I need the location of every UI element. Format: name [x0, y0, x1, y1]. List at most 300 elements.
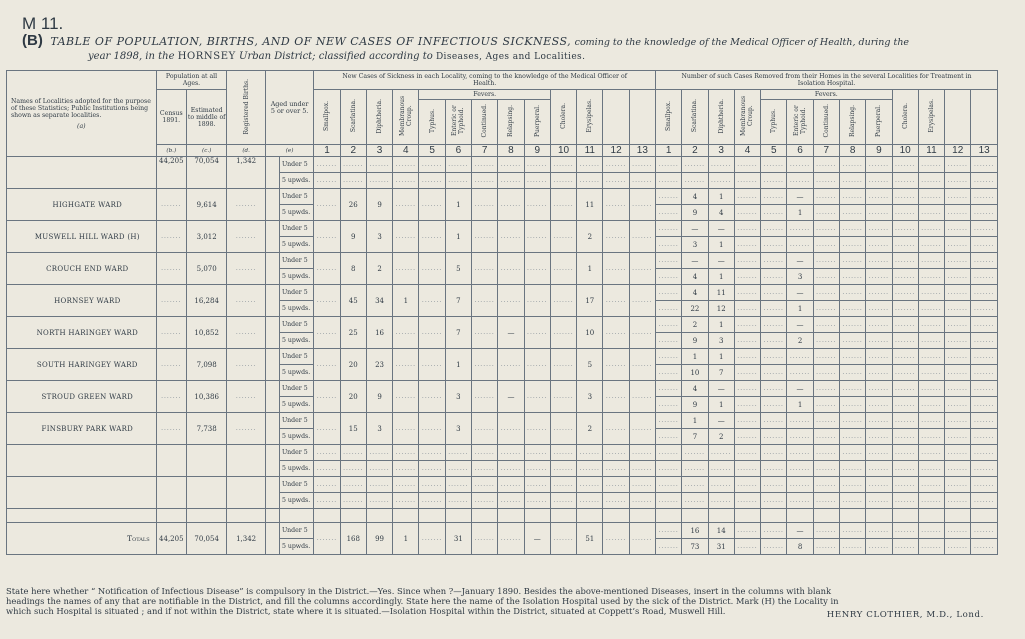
- count-cell: .......: [550, 493, 576, 509]
- count-cell: 2: [682, 317, 708, 333]
- new-case-cell: .......: [393, 413, 419, 445]
- count-cell: .......: [813, 269, 839, 285]
- count-cell: .......: [945, 477, 971, 493]
- count-cell: .......: [813, 413, 839, 429]
- rem-disease-label-4: Membranous Croup.: [740, 95, 755, 137]
- count-cell: .......: [918, 285, 944, 301]
- count-cell: .......: [813, 477, 839, 493]
- age-under-label: Under 5: [279, 253, 313, 269]
- rem-header-disease-8: [839, 100, 865, 145]
- count-cell: .......: [498, 461, 524, 477]
- new-case-cell: 1: [445, 189, 471, 221]
- count-cell: .......: [839, 429, 865, 445]
- count-cell: .......: [945, 317, 971, 333]
- rem-disease-label-1: Smallpox.: [665, 101, 673, 131]
- total-new-cell: 99: [366, 523, 392, 555]
- count-cell: .......: [918, 205, 944, 221]
- count-cell: .......: [682, 445, 708, 461]
- new-case-cell: 34: [366, 285, 392, 317]
- new-case-cell: .......: [314, 317, 340, 349]
- new-case-cell: .......: [629, 413, 655, 445]
- ward-row: [7, 349, 998, 365]
- blank-locality: [7, 445, 157, 477]
- new-case-cell: 1: [445, 221, 471, 253]
- count-cell: .......: [918, 477, 944, 493]
- footer-notes: [6, 586, 1016, 620]
- count-cell: .......: [945, 333, 971, 349]
- count-cell: .......: [761, 269, 787, 285]
- brace: [265, 189, 279, 221]
- brace: [265, 317, 279, 349]
- count-cell: .......: [550, 157, 576, 173]
- count-cell: .......: [813, 253, 839, 269]
- new-column-number: 8: [498, 145, 524, 157]
- count-cell: .......: [366, 461, 392, 477]
- census-cell: .......: [156, 189, 186, 221]
- count-cell: .......: [787, 493, 813, 509]
- new-column-number: 9: [524, 145, 550, 157]
- count-cell: .......: [445, 461, 471, 477]
- count-cell: —: [682, 221, 708, 237]
- count-cell: .......: [734, 523, 760, 539]
- count-cell: 12: [708, 301, 734, 317]
- new-case-cell: 1: [577, 253, 603, 285]
- count-cell: .......: [892, 523, 918, 539]
- count-cell: 7: [682, 429, 708, 445]
- count-cell: 1: [708, 397, 734, 413]
- count-cell: 1: [682, 349, 708, 365]
- count-cell: .......: [866, 477, 892, 493]
- count-cell: 9: [682, 333, 708, 349]
- count-cell: 1: [708, 349, 734, 365]
- count-cell: .......: [971, 301, 998, 317]
- rem-column-number: 6: [787, 145, 813, 157]
- count-cell: .......: [813, 237, 839, 253]
- age-under-label: Under 5: [279, 157, 313, 173]
- total-new-cell: 31: [445, 523, 471, 555]
- count-cell: .......: [656, 333, 682, 349]
- count-cell: .......: [813, 189, 839, 205]
- count-cell: .......: [918, 189, 944, 205]
- rem-header-disease-9: [866, 100, 892, 145]
- census-cell: .......: [156, 349, 186, 381]
- rem-header-fevers: Fevers.: [761, 90, 892, 100]
- count-cell: .......: [813, 523, 839, 539]
- count-cell: .......: [761, 253, 787, 269]
- count-cell: .......: [787, 461, 813, 477]
- new-case-cell: 9: [366, 381, 392, 413]
- new-case-cell: 10: [577, 317, 603, 349]
- new-disease-label-5: Typhus.: [428, 109, 436, 133]
- count-cell: —: [787, 381, 813, 397]
- rem-disease-label-2: Scarlatina.: [691, 99, 699, 133]
- ward-name: SOUTH HARINGEY WARD: [7, 349, 157, 381]
- count-cell: .......: [813, 381, 839, 397]
- new-header-disease-10: [550, 90, 576, 145]
- new-disease-label-6: Enteric or Typhoid.: [451, 105, 466, 137]
- new-case-cell: .......: [524, 381, 550, 413]
- spacer-cell: [577, 509, 603, 523]
- new-case-cell: .......: [629, 189, 655, 221]
- count-cell: .......: [971, 205, 998, 221]
- count-cell: .......: [971, 333, 998, 349]
- count-cell: .......: [761, 413, 787, 429]
- count-cell: .......: [971, 539, 998, 555]
- new-case-cell: .......: [629, 349, 655, 381]
- count-cell: .......: [945, 349, 971, 365]
- count-cell: .......: [866, 301, 892, 317]
- count-cell: .......: [366, 173, 392, 189]
- rem-header-disease-7: [813, 100, 839, 145]
- count-cell: 4: [682, 381, 708, 397]
- count-cell: .......: [839, 301, 865, 317]
- new-disease-label-10: Cholera.: [560, 103, 568, 129]
- spacer-cell: [472, 509, 498, 523]
- estimated-population: 3,012: [186, 221, 226, 253]
- spacer-cell: [186, 509, 226, 523]
- count-cell: .......: [761, 221, 787, 237]
- count-cell: 2: [708, 429, 734, 445]
- header-localities: Names of Localities adopted for the purpose of these Statistics; Public Institutions being shown as separate localities. (a): [7, 71, 157, 157]
- new-case-cell: .......: [524, 285, 550, 317]
- spacer-cell: [813, 509, 839, 523]
- new-header-disease-2: [340, 90, 366, 145]
- new-column-number: 5: [419, 145, 445, 157]
- count-cell: .......: [656, 189, 682, 205]
- count-cell: .......: [813, 539, 839, 555]
- count-cell: .......: [866, 173, 892, 189]
- estimated-population: 9,614: [186, 189, 226, 221]
- new-case-cell: .......: [550, 253, 576, 285]
- footer-line-3: which such Hospital is situated ; and if not within the District, state where it is situated.—Isolation Hospital within the District, situated at Coppett’s Road, Muswell Hill.: [6, 606, 726, 616]
- count-cell: .......: [892, 285, 918, 301]
- count-cell: 10: [682, 365, 708, 381]
- count-cell: .......: [892, 365, 918, 381]
- count-cell: .......: [892, 269, 918, 285]
- officer-signature: HENRY CLOTHIER, M.D., Lond.: [826, 610, 984, 620]
- count-cell: .......: [839, 523, 865, 539]
- rem-header-disease-3: [708, 90, 734, 145]
- count-cell: .......: [866, 539, 892, 555]
- count-cell: .......: [498, 493, 524, 509]
- rem-column-number: 12: [945, 145, 971, 157]
- new-case-cell: .......: [603, 413, 629, 445]
- count-cell: .......: [656, 477, 682, 493]
- count-cell: .......: [472, 445, 498, 461]
- census-cell: .......: [156, 413, 186, 445]
- new-disease-label-11: Erysipelas.: [586, 99, 594, 133]
- count-cell: .......: [839, 237, 865, 253]
- count-cell: .......: [734, 461, 760, 477]
- count-cell: .......: [603, 493, 629, 509]
- new-case-cell: 17: [577, 285, 603, 317]
- new-case-cell: .......: [603, 221, 629, 253]
- count-cell: .......: [734, 173, 760, 189]
- count-cell: .......: [419, 445, 445, 461]
- spacer-cell: [656, 509, 682, 523]
- count-cell: .......: [971, 189, 998, 205]
- new-case-cell: 7: [445, 285, 471, 317]
- new-case-cell: .......: [629, 221, 655, 253]
- spacer-cell: [340, 509, 366, 523]
- count-cell: 1: [787, 301, 813, 317]
- spacer-cell: [7, 509, 157, 523]
- count-cell: .......: [839, 493, 865, 509]
- age-under-label: Under 5: [279, 381, 313, 397]
- count-cell: .......: [682, 461, 708, 477]
- count-cell: .......: [813, 461, 839, 477]
- count-cell: .......: [945, 221, 971, 237]
- header-births-label: Registered Births.: [242, 78, 250, 135]
- count-cell: .......: [366, 445, 392, 461]
- count-cell: .......: [892, 253, 918, 269]
- count-cell: .......: [787, 477, 813, 493]
- total-new-cell: 1: [393, 523, 419, 555]
- new-column-number: 2: [340, 145, 366, 157]
- count-cell: .......: [866, 365, 892, 381]
- count-cell: .......: [656, 523, 682, 539]
- count-cell: .......: [734, 365, 760, 381]
- count-cell: .......: [761, 237, 787, 253]
- count-cell: .......: [892, 413, 918, 429]
- new-disease-label-8: Relapsing.: [507, 104, 515, 137]
- count-cell: .......: [577, 493, 603, 509]
- count-cell: .......: [734, 381, 760, 397]
- new-header-disease-3: [366, 90, 392, 145]
- age-over-label: 5 upwds.: [279, 205, 313, 221]
- spacer-cell: [550, 509, 576, 523]
- age-over-label: 5 upwds.: [279, 269, 313, 285]
- count-cell: .......: [918, 237, 944, 253]
- blank-cell: [186, 477, 226, 509]
- new-case-cell: 2: [366, 253, 392, 285]
- count-cell: .......: [866, 237, 892, 253]
- total-new-cell: .......: [472, 523, 498, 555]
- count-cell: .......: [839, 413, 865, 429]
- count-cell: .......: [787, 429, 813, 445]
- count-cell: .......: [892, 317, 918, 333]
- new-case-cell: .......: [629, 253, 655, 285]
- count-cell: .......: [813, 317, 839, 333]
- new-case-cell: .......: [550, 413, 576, 445]
- age-under-label: Under 5: [279, 221, 313, 237]
- count-cell: .......: [918, 301, 944, 317]
- new-case-cell: .......: [314, 253, 340, 285]
- new-case-cell: .......: [629, 285, 655, 317]
- new-column-number: 11: [577, 145, 603, 157]
- count-cell: 22: [682, 301, 708, 317]
- count-cell: .......: [761, 381, 787, 397]
- count-cell: .......: [839, 269, 865, 285]
- count-cell: .......: [866, 445, 892, 461]
- count-cell: .......: [550, 445, 576, 461]
- spacer-cell: [787, 509, 813, 523]
- new-disease-label-7: Continued.: [481, 104, 489, 138]
- blank-cell: [227, 445, 265, 477]
- count-cell: .......: [734, 477, 760, 493]
- count-cell: .......: [945, 523, 971, 539]
- births-cell: .......: [227, 413, 265, 445]
- count-cell: .......: [629, 493, 655, 509]
- new-case-cell: .......: [419, 317, 445, 349]
- count-cell: .......: [445, 173, 471, 189]
- totals-row: [7, 523, 998, 539]
- count-cell: .......: [839, 539, 865, 555]
- new-case-cell: .......: [603, 189, 629, 221]
- brace: [265, 221, 279, 253]
- count-cell: .......: [892, 493, 918, 509]
- new-case-cell: .......: [603, 381, 629, 413]
- count-cell: .......: [892, 477, 918, 493]
- count-cell: 3: [708, 333, 734, 349]
- count-cell: .......: [734, 493, 760, 509]
- age-over-label: 5 upwds.: [279, 173, 313, 189]
- new-case-cell: 3: [445, 381, 471, 413]
- count-cell: 7: [708, 365, 734, 381]
- new-disease-label-4: Membranous Croup.: [398, 95, 413, 137]
- new-case-cell: .......: [314, 221, 340, 253]
- rem-column-number: 5: [761, 145, 787, 157]
- rem-disease-label-5: Typhus.: [770, 109, 778, 133]
- census-total-top: 44,205: [156, 157, 186, 189]
- count-cell: .......: [892, 189, 918, 205]
- new-case-cell: .......: [419, 221, 445, 253]
- count-cell: .......: [550, 477, 576, 493]
- rem-column-number: 9: [866, 145, 892, 157]
- count-cell: —: [682, 253, 708, 269]
- count-cell: .......: [918, 445, 944, 461]
- count-cell: .......: [892, 173, 918, 189]
- count-cell: 16: [682, 523, 708, 539]
- age-over-label: 5 upwds.: [279, 365, 313, 381]
- estimated-population: 10,852: [186, 317, 226, 349]
- count-cell: .......: [866, 189, 892, 205]
- count-cell: .......: [472, 173, 498, 189]
- table-subtitle: [88, 51, 585, 62]
- count-cell: .......: [892, 381, 918, 397]
- header-aged: Aged under 5 or over 5.: [265, 71, 314, 145]
- count-cell: .......: [918, 253, 944, 269]
- count-cell: .......: [761, 173, 787, 189]
- new-case-cell: 45: [340, 285, 366, 317]
- rem-disease-label-10: Cholera.: [901, 103, 909, 129]
- spacer-cell: [629, 509, 655, 523]
- spacer-cell: [445, 509, 471, 523]
- count-cell: .......: [761, 349, 787, 365]
- births-cell: .......: [227, 349, 265, 381]
- count-cell: .......: [524, 493, 550, 509]
- count-cell: .......: [813, 445, 839, 461]
- count-cell: .......: [550, 173, 576, 189]
- count-cell: .......: [761, 429, 787, 445]
- count-cell: .......: [656, 157, 682, 173]
- brace: [265, 523, 279, 555]
- count-cell: .......: [839, 445, 865, 461]
- count-cell: .......: [708, 445, 734, 461]
- estimated-population: 5,070: [186, 253, 226, 285]
- count-cell: .......: [945, 301, 971, 317]
- count-cell: .......: [708, 493, 734, 509]
- count-cell: .......: [734, 157, 760, 173]
- count-cell: —: [787, 189, 813, 205]
- count-cell: .......: [761, 523, 787, 539]
- count-cell: .......: [656, 397, 682, 413]
- count-cell: .......: [524, 157, 550, 173]
- brace: [265, 413, 279, 445]
- spacer-cell: [603, 509, 629, 523]
- count-cell: .......: [761, 365, 787, 381]
- count-cell: —: [787, 285, 813, 301]
- count-cell: .......: [918, 539, 944, 555]
- count-cell: .......: [813, 429, 839, 445]
- new-case-cell: .......: [393, 189, 419, 221]
- count-cell: .......: [734, 539, 760, 555]
- brace: [265, 285, 279, 317]
- new-header-disease-9: [524, 100, 550, 145]
- count-cell: .......: [971, 477, 998, 493]
- count-cell: .......: [866, 157, 892, 173]
- count-cell: .......: [971, 381, 998, 397]
- rem-disease-label-7: Continued.: [822, 104, 830, 138]
- count-cell: .......: [656, 539, 682, 555]
- count-cell: .......: [708, 173, 734, 189]
- count-cell: .......: [656, 285, 682, 301]
- new-case-cell: .......: [498, 253, 524, 285]
- count-cell: .......: [340, 445, 366, 461]
- ward-row: [7, 413, 998, 429]
- new-header-disease-8: [498, 100, 524, 145]
- new-header-disease-13: [629, 90, 655, 145]
- title-main: TABLE OF POPULATION, BIRTHS, AND OF NEW CASES OF INFECTIOUS SICKNESS,: [50, 35, 572, 48]
- count-cell: .......: [892, 461, 918, 477]
- count-cell: .......: [682, 173, 708, 189]
- title-tail: coming to the knowledge of the Medical Officer of Health, during the: [574, 37, 910, 48]
- spacer-cell: [156, 509, 186, 523]
- count-cell: .......: [734, 205, 760, 221]
- new-case-cell: .......: [603, 253, 629, 285]
- count-cell: .......: [761, 397, 787, 413]
- count-cell: .......: [314, 173, 340, 189]
- rem-header-disease-6: [787, 100, 813, 145]
- count-cell: .......: [656, 381, 682, 397]
- new-case-cell: .......: [314, 381, 340, 413]
- count-cell: .......: [945, 269, 971, 285]
- spacer-cell: [366, 509, 392, 523]
- count-cell: .......: [945, 189, 971, 205]
- ward-name: MUSWELL HILL WARD (H): [7, 221, 157, 253]
- count-cell: .......: [892, 237, 918, 253]
- header-births: [227, 71, 265, 145]
- count-cell: .......: [393, 173, 419, 189]
- rem-header-disease-12: [945, 90, 971, 145]
- age-over-label: 5 upwds.: [279, 397, 313, 413]
- spacer-cell: [971, 509, 998, 523]
- spacer-cell: [945, 509, 971, 523]
- count-cell: .......: [971, 413, 998, 429]
- new-case-cell: 1: [393, 285, 419, 317]
- count-cell: .......: [866, 285, 892, 301]
- new-column-number: 3: [366, 145, 392, 157]
- count-cell: .......: [419, 461, 445, 477]
- count-cell: .......: [892, 429, 918, 445]
- estimated-total: 70,054: [186, 523, 226, 555]
- count-cell: .......: [603, 157, 629, 173]
- spacer-cell: [918, 509, 944, 523]
- new-case-cell: .......: [524, 317, 550, 349]
- count-cell: .......: [945, 365, 971, 381]
- rem-column-number: 8: [839, 145, 865, 157]
- new-column-number: 6: [445, 145, 471, 157]
